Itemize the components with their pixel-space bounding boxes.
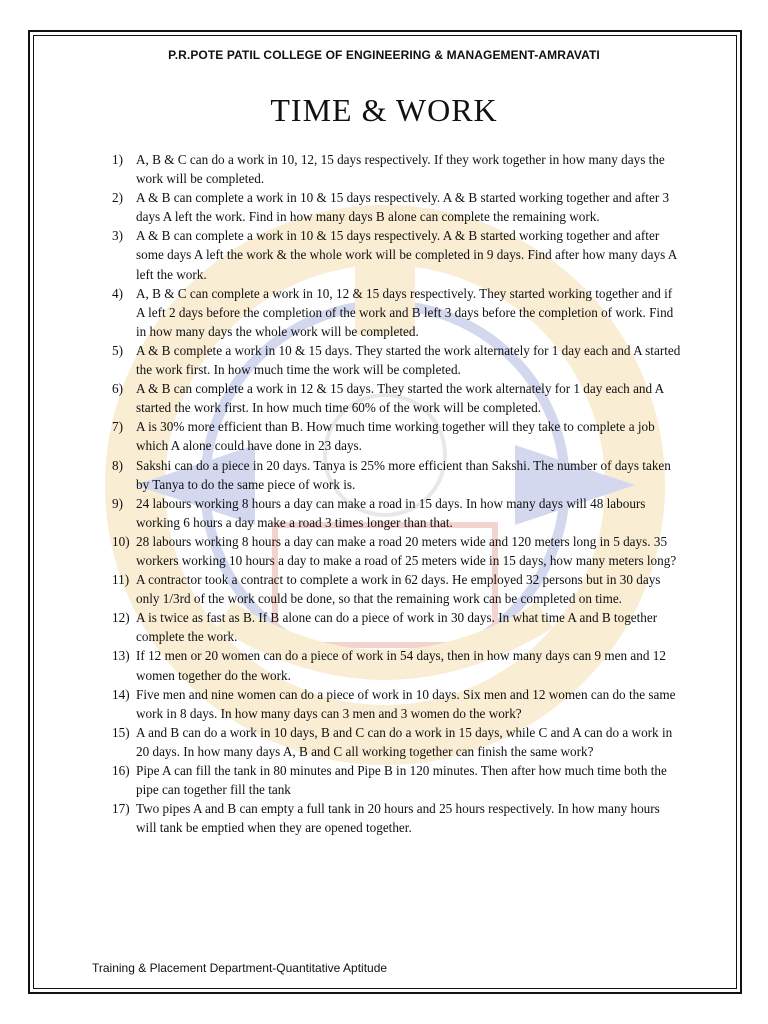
question-item bbox=[112, 226, 682, 283]
question-text: Five men and nine women can do a piece of work in 10 days. Six men and 12 women can do the same work in 8 days. In how many days can 3 men and 3 women do the work? bbox=[136, 686, 676, 721]
question-number: 6) bbox=[112, 381, 123, 397]
question-number: 13) bbox=[112, 648, 130, 664]
question-number: 12) bbox=[112, 610, 130, 626]
question-item bbox=[112, 379, 682, 417]
question-item bbox=[112, 761, 682, 799]
question-item bbox=[112, 417, 682, 455]
question-number: 4) bbox=[112, 285, 123, 301]
question-text: Two pipes A and B can empty a full tank in 20 hours and 25 hours respectively. In how many hours will tank be emptied when they are opened together. bbox=[136, 801, 660, 836]
question-text: A & B can complete a work in 10 & 15 days respectively. A & B started working together and after 3 days A left the work. Find in how many days B alone can complete the remaining work. bbox=[136, 190, 670, 225]
question-text: A and B can do a work in 10 days, B and C can do a work in 15 days, while C and A can do a work in 20 days. In how many days A, B and C all working together can finish the same work? bbox=[136, 724, 673, 759]
question-text: Sakshi can do a piece in 20 days. Tanya is 25% more efficient than Sakshi. The number of days taken by Tanya to do the same piece of work is. bbox=[136, 457, 671, 492]
question-number: 2) bbox=[112, 190, 123, 206]
question-text: A contractor took a contract to complete a work in 62 days. He employed 32 persons but in 30 days only 1/3rd of the work could be done, so that the remaining work can be completed on time. bbox=[136, 572, 661, 607]
question-item bbox=[112, 532, 682, 570]
question-text: 28 labours working 8 hours a day can make a road 20 meters wide and 120 meters long in 5 days. 35 workers working 10 hours a day to make a road of 25 meters wide in 15 days, how many meters long? bbox=[136, 533, 677, 568]
question-list bbox=[112, 150, 682, 837]
question-text: A & B can complete a work in 10 & 15 days respectively. A & B started working together and after some days A left the work & the whole work will be completed in 9 days. Find after how many days A left the work. bbox=[136, 228, 677, 282]
page-title: TIME & WORK bbox=[270, 92, 498, 128]
question-text: A, B & C can do a work in 10, 12, 15 days respectively. If they work together in how many days the work will be completed. bbox=[136, 152, 665, 187]
question-text: A & B complete a work in 10 & 15 days. They started the work alternately for 1 day each and A started the work first. In how much time the work will be completed. bbox=[136, 342, 681, 378]
question-text: If 12 men or 20 women can do a piece of work in 54 days, then in how many days can 9 men and 12 women together do the work. bbox=[136, 648, 666, 683]
question-number: 3) bbox=[112, 228, 123, 244]
question-item bbox=[112, 723, 682, 761]
question-item bbox=[112, 150, 682, 188]
question-text: A is twice as fast as B. If B alone can do a piece of work in 30 days. In what time A and B together complete the work. bbox=[136, 610, 658, 645]
question-number: 10) bbox=[112, 533, 130, 549]
question-text: Pipe A can fill the tank in 80 minutes and Pipe B in 120 minutes. Then after how much time both the pipe can together fill the tank bbox=[136, 763, 667, 798]
question-item bbox=[112, 494, 682, 532]
footer-text: Training & Placement Department-Quantitative Aptitude bbox=[92, 961, 388, 975]
question-text: 24 labours working 8 hours a day can make a road in 15 days. In how many days will 48 labours working 6 hours a day make a road 3 times longer than that. bbox=[136, 495, 646, 530]
question-text: A is 30% more efficient than B. How much time working together will they take to complete a job which A alone could have done in 23 days. bbox=[136, 419, 655, 454]
question-number: 16) bbox=[112, 763, 130, 778]
question-item bbox=[112, 284, 682, 341]
question-number: 1) bbox=[112, 152, 123, 167]
question-number: 17) bbox=[112, 801, 130, 817]
question-text: A, B & C can complete a work in 10, 12 & 15 days respectively. They started working together and if A left 2 days before the completion of the work and B left 3 days before the completion of work. Find in how many days the whole work will be completed. bbox=[136, 285, 674, 339]
question-number: 9) bbox=[112, 495, 123, 511]
question-item bbox=[112, 646, 682, 684]
question-number: 7) bbox=[112, 419, 123, 435]
question-text: A & B can complete a work in 12 & 15 days. They started the work alternately for 1 day each and A started the work first. In how much time 60% of the work will be completed. bbox=[136, 381, 664, 416]
question-item bbox=[112, 799, 682, 837]
question-number: 5) bbox=[112, 342, 123, 358]
question-number: 11) bbox=[112, 572, 130, 588]
question-item bbox=[112, 188, 682, 226]
college-name-header: P.R.POTE PATIL COLLEGE OF ENGINEERING & MANAGEMENT-AMRAVATI bbox=[168, 48, 600, 62]
question-number: 14) bbox=[112, 686, 130, 702]
question-item bbox=[112, 685, 682, 723]
question-item bbox=[112, 608, 682, 646]
question-number: 15) bbox=[112, 724, 130, 740]
question-item bbox=[112, 456, 682, 494]
question-number: 8) bbox=[112, 457, 123, 473]
question-item bbox=[112, 341, 682, 379]
question-item bbox=[112, 570, 682, 608]
